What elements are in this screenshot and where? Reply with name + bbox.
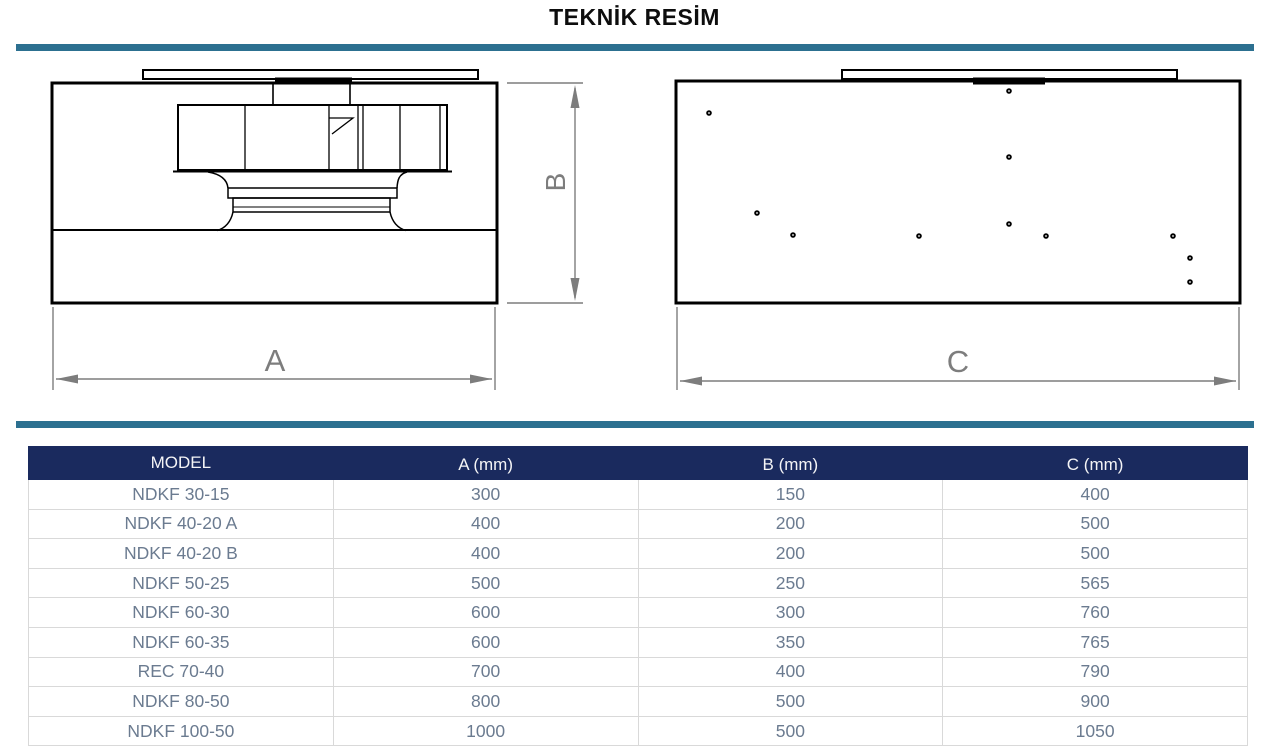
mid-divider-rule <box>16 421 1254 428</box>
rivet-icon <box>1006 88 1012 94</box>
dim-label-B: B <box>540 172 571 192</box>
page-title: TEKNİK RESİM <box>549 4 720 30</box>
spec-table <box>28 446 1248 746</box>
cell-value: 350 <box>638 627 943 657</box>
cell-value: 400 <box>943 480 1248 510</box>
cell-value: 600 <box>333 627 638 657</box>
cell-value: 500 <box>638 687 943 717</box>
cell-model: NDKF 40-20 B <box>29 539 334 569</box>
cell-value: 200 <box>638 509 943 539</box>
cell-value: 500 <box>333 568 638 598</box>
dimension-C <box>677 307 1239 390</box>
table-row <box>29 716 1248 746</box>
cell-value: 250 <box>638 568 943 598</box>
table-row <box>29 657 1248 687</box>
arrow-up-icon <box>571 85 580 108</box>
top-divider-rule <box>16 44 1254 51</box>
table-row <box>29 480 1248 510</box>
rivet-icon <box>790 232 796 238</box>
dimension-B <box>507 83 583 303</box>
rivet-dots <box>706 88 1193 285</box>
plate-hub-bar-side <box>973 78 1045 85</box>
arrow-left-icon <box>56 375 78 384</box>
dim-label-A: A <box>264 343 286 378</box>
spec-table-body <box>29 480 1248 746</box>
rivet-icon <box>1006 154 1012 160</box>
dim-label-C: C <box>946 344 970 379</box>
cell-value: 900 <box>943 687 1248 717</box>
cell-value: 200 <box>638 539 943 569</box>
cell-value: 150 <box>638 480 943 510</box>
cell-model: NDKF 60-30 <box>29 598 334 628</box>
table-row <box>29 598 1248 628</box>
cell-value: 765 <box>943 627 1248 657</box>
arrow-right-icon <box>1214 377 1236 386</box>
impeller-block <box>178 105 447 170</box>
rivet-icon <box>1043 233 1049 239</box>
cell-value: 700 <box>333 657 638 687</box>
cell-value: 1050 <box>943 716 1248 746</box>
column-header-model: MODEL <box>29 447 334 480</box>
plate-hub-bar <box>275 78 352 85</box>
arrow-down-icon <box>571 278 580 301</box>
rivet-icon <box>1187 279 1193 285</box>
table-row <box>29 687 1248 717</box>
casing-outline <box>52 83 497 303</box>
rivet-icon <box>1187 255 1193 261</box>
table-row <box>29 509 1248 539</box>
rivet-icon <box>916 233 922 239</box>
cell-value: 500 <box>638 716 943 746</box>
impeller-vanes <box>245 105 440 170</box>
casing-outline-side <box>676 81 1240 303</box>
cell-value: 300 <box>638 598 943 628</box>
rivet-icon <box>1006 221 1012 227</box>
cell-model: NDKF 60-35 <box>29 627 334 657</box>
arrow-right-icon <box>470 375 492 384</box>
cell-model: NDKF 80-50 <box>29 687 334 717</box>
cell-value: 800 <box>333 687 638 717</box>
cell-value: 500 <box>943 509 1248 539</box>
spec-table-head <box>29 447 1248 480</box>
dimension-A <box>53 307 495 390</box>
cell-model: NDKF 50-25 <box>29 568 334 598</box>
cell-model: NDKF 40-20 A <box>29 509 334 539</box>
cell-value: 600 <box>333 598 638 628</box>
rivet-icon <box>754 210 760 216</box>
rivet-icon <box>1170 233 1176 239</box>
cell-value: 500 <box>943 539 1248 569</box>
cell-value: 790 <box>943 657 1248 687</box>
cell-model: REC 70-40 <box>29 657 334 687</box>
cell-value: 760 <box>943 598 1248 628</box>
cell-value: 400 <box>333 539 638 569</box>
cell-value: 1000 <box>333 716 638 746</box>
column-header-c-mm: C (mm) <box>943 447 1248 480</box>
cell-value: 565 <box>943 568 1248 598</box>
rivet-icon <box>706 110 712 116</box>
table-row <box>29 627 1248 657</box>
column-header-a-mm: A (mm) <box>333 447 638 480</box>
inlet-cone <box>208 172 407 231</box>
cell-value: 400 <box>333 509 638 539</box>
side-view-drawing <box>640 60 1269 410</box>
table-row <box>29 568 1248 598</box>
column-header-b-mm: B (mm) <box>638 447 943 480</box>
arrow-left-icon <box>680 377 702 386</box>
cell-value: 400 <box>638 657 943 687</box>
cell-model: NDKF 30-15 <box>29 480 334 510</box>
header-row <box>29 447 1248 480</box>
cell-value: 300 <box>333 480 638 510</box>
table-row <box>29 539 1248 569</box>
front-section-drawing <box>30 60 620 410</box>
cell-model: NDKF 100-50 <box>29 716 334 746</box>
